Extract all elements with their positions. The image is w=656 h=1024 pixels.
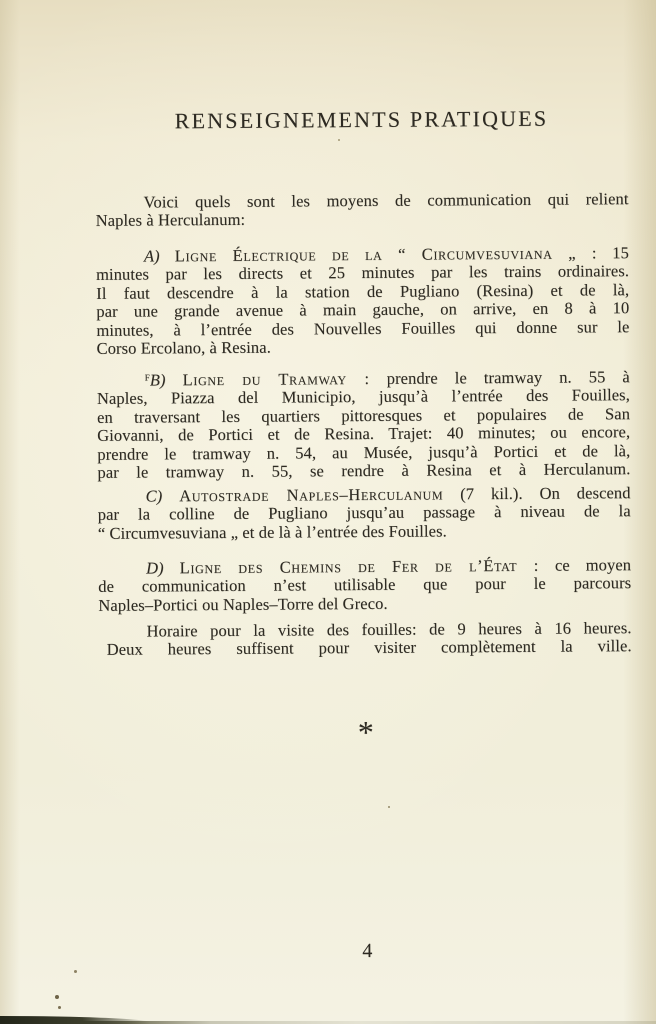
- intro-line: Voici quels sont les moyens de communication qui relient: [143, 189, 629, 212]
- page-heading: RENSEIGNEMENTS PRATIQUES: [174, 105, 549, 134]
- body-line: minutes par les directs et 25 minutes par les trains ordinaires.: [95, 261, 630, 285]
- section-label: A): [143, 246, 160, 266]
- body-line: Naples, Piazza del Municipio, jusqu’à l’entrée des Fouilles,: [96, 385, 630, 409]
- body-line: Il faut descendre à la station de Pugliano (Resina) et de là,: [96, 279, 630, 303]
- intro-line: Naples à Herculanum:: [95, 210, 246, 231]
- section-lead-smallcaps: Ligne Électrique de la “ Circumvesuviana „ :: [174, 243, 598, 266]
- section-lead-smallcaps: Ligne du Tramway :: [182, 368, 370, 390]
- body-line: prendre le tramway n. 54, au Musée, jusqu’à Portici et de là,: [97, 440, 631, 464]
- body-line: de communication n’est utilisable que pour le parcours: [98, 573, 632, 597]
- section-label: D): [146, 558, 164, 578]
- section-label: B): [149, 370, 166, 390]
- foxing-speck: [58, 1006, 61, 1009]
- body-line: Corso Ercolano, à Resina.: [96, 337, 271, 358]
- page-content: [94, 0, 634, 1024]
- section-paragraph-b: [97, 365, 631, 482]
- printing-mark: F: [144, 372, 150, 383]
- body-line: par la colline de Pugliano jusqu’au passage à niveau de la: [97, 501, 631, 525]
- section-paragraph-d: [98, 556, 631, 615]
- body-line: en traversant les quartiers pittoresques et populaires de San: [96, 403, 631, 427]
- body-line: par une grande avenue à main gauche, on arrive, en 8 à 10: [96, 298, 630, 322]
- body-line: Naples–Portici ou Naples–Torre del Greco.: [98, 593, 388, 615]
- foxing-speck: [388, 806, 390, 808]
- page-number: 4: [362, 939, 373, 963]
- foxing-speck: [55, 995, 59, 999]
- section-text: 15: [612, 243, 629, 263]
- section-lead-smallcaps: Autostrade Naples–Herculanum: [179, 484, 444, 506]
- body-line: par le tramway n. 55, se rendre à Resina et à Herculanum.: [97, 459, 631, 482]
- intro-paragraph: [95, 190, 628, 231]
- section-label: C): [145, 486, 163, 506]
- section-text: prendre le tramway n. 55 à: [386, 367, 630, 388]
- section-paragraph-c: [98, 484, 631, 543]
- body-line: Deux heures suffisent pour visiter complètement la ville.: [106, 636, 632, 660]
- section-text: ce moyen: [554, 555, 632, 575]
- schedule-paragraph: [98, 619, 631, 660]
- foxing-speck: [338, 139, 340, 141]
- section-paragraph-a: [96, 244, 630, 358]
- section-lead-smallcaps: Ligne des Chemins de Fer de l’État :: [179, 555, 540, 578]
- body-line: Horaire pour la visite des fouilles: de 9 heures à 16 heures.: [146, 618, 632, 641]
- body-line: “ Circumvesuviana „ et de là à l’entrée des Fouilles.: [97, 521, 447, 543]
- section-text: (7 kil.). On descend: [460, 483, 631, 504]
- body-line: minutes, à l’entrée des Nouvelles Fouilles qui donne sur le: [96, 316, 630, 340]
- body-line: Giovanni, de Portici et de Resina. Trajet: 40 minutes; ou encore,: [97, 422, 631, 446]
- foxing-speck: [74, 970, 77, 973]
- separator-asterisk: *: [357, 713, 374, 751]
